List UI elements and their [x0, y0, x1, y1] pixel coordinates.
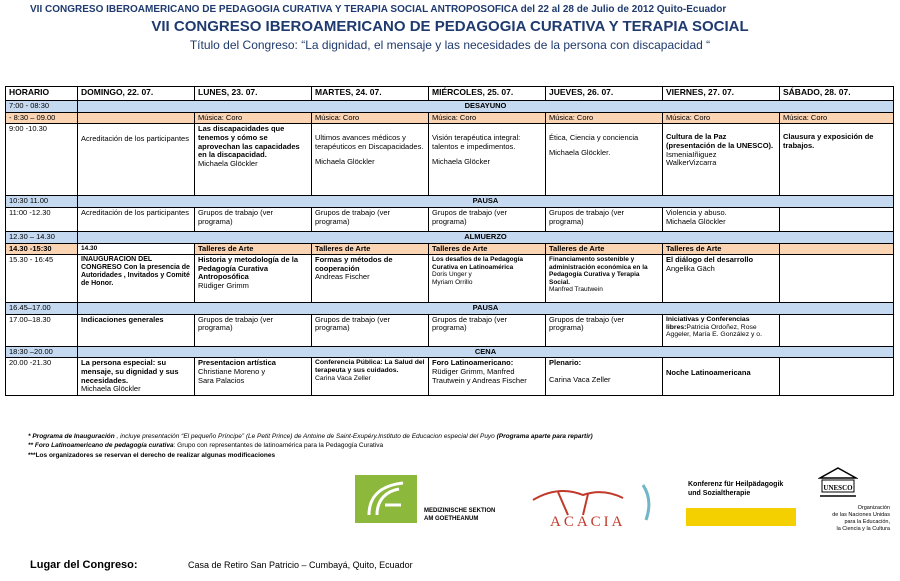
- table-row: [6, 255, 894, 303]
- cell: [195, 124, 312, 196]
- goetheanum-logo-mark: [355, 475, 417, 523]
- cell: Talleres de Arte: [429, 243, 546, 255]
- cell: Talleres de Arte: [546, 243, 663, 255]
- goetheanum-caption: MEDIZINISCHE SEKTION AM GOETHEANUM: [424, 508, 496, 522]
- column-header: LUNES, 23. 07.: [195, 87, 312, 101]
- table-header-row: [6, 87, 894, 101]
- congress-header-line: VII CONGRESO IBEROAMERICANO DE PEDAGOGIA CURATIVA Y TERAPIA SOCIAL ANTROPOSOFICA del 22 al 28 de Julio de 2012 Quito-Ecuador: [30, 4, 727, 15]
- cell: [546, 255, 663, 303]
- session-title: Cultura de la Paz (presentación de la UNESCO).: [666, 132, 774, 150]
- table-row: [6, 314, 894, 346]
- cell: [780, 243, 894, 255]
- column-header: MARTES, 24. 07.: [312, 87, 429, 101]
- session-title: Foro Latinoamericano:: [432, 358, 514, 368]
- speaker: IsmeniaIñiguez: [666, 149, 717, 159]
- cell: [429, 358, 546, 396]
- acacia-text: ACACIA: [550, 514, 626, 530]
- cell: [780, 314, 894, 346]
- column-header: HORARIO: [6, 87, 78, 101]
- table-row: [6, 243, 894, 255]
- cell: Grupos de trabajo (ver programa): [429, 207, 546, 231]
- cell: Indicaciones generales: [78, 314, 195, 346]
- cell: [546, 358, 663, 396]
- cell: [312, 358, 429, 396]
- time-cell: 12.30 – 14.30: [6, 231, 78, 243]
- unesco-temple-icon: [818, 466, 858, 502]
- footnote: ***Los organizadores se reservan el derecho de realizar algunas modificaciones: [28, 451, 276, 459]
- speaker: Doris Unger y: [432, 271, 472, 279]
- break-label: CENA: [78, 346, 894, 358]
- time-cell: 14.30 -15:30: [6, 243, 78, 255]
- speaker: Michaela Glöckler: [198, 158, 258, 168]
- cell: Grupos de trabajo (ver programa): [195, 207, 312, 231]
- speaker: Carina Vaca Zeller: [315, 375, 371, 382]
- time-cell: 7:00 - 08:30: [6, 101, 78, 113]
- cell: Música: Coro: [663, 112, 780, 124]
- session-title: Historia y metodología de la Pedagogía Curativa Antroposófica: [198, 255, 299, 282]
- cell: [78, 358, 195, 396]
- speaker: Manfred Trautwein: [549, 286, 603, 293]
- session-title: Conferencia Pública: La Salud del terapeuta y sus cuidados.: [315, 359, 425, 375]
- session-title: El diálogo del desarrollo: [666, 255, 754, 265]
- cell: [78, 112, 195, 124]
- congress-title: VII CONGRESO IBEROAMERICANO DE PEDAGOGIA CURATIVA Y TERAPIA SOCIAL: [151, 18, 749, 35]
- cell: [195, 255, 312, 303]
- cell: [780, 207, 894, 231]
- cell: [78, 124, 195, 196]
- session-title: Clausura y exposición de trabajos.: [783, 132, 874, 150]
- time-cell: 17.00–18.30: [6, 314, 78, 346]
- cell: [663, 255, 780, 303]
- cell: [663, 358, 780, 396]
- session-title: Los desafíos de la Pedagogía Curativa en Latinoamérica: [432, 256, 524, 271]
- session-title: Presentacion artística: [198, 358, 276, 368]
- time-cell: 15.30 - 16:45: [6, 255, 78, 303]
- table-row: [6, 346, 894, 358]
- cell: [546, 124, 663, 196]
- cell: [663, 207, 780, 231]
- column-header: VIERNES, 27. 07.: [663, 87, 780, 101]
- table-row: [6, 358, 894, 396]
- break-label: PAUSA: [78, 303, 894, 315]
- cell: [780, 255, 894, 303]
- konferenz-logo-bar: [686, 508, 796, 526]
- table-row: [6, 101, 894, 113]
- speaker: Michaela Glöckler: [81, 384, 141, 394]
- table-row: [6, 196, 894, 208]
- time-cell: 10:30 11.00: [6, 196, 78, 208]
- column-header: JUEVES, 26. 07.: [546, 87, 663, 101]
- cell: [195, 358, 312, 396]
- cell: Grupos de trabajo (ver programa): [312, 314, 429, 346]
- acacia-logo: [528, 480, 668, 530]
- table-row: [6, 112, 894, 124]
- speaker: Christiane Moreno y: [198, 367, 266, 376]
- cell: 14.30: [78, 243, 195, 255]
- cell: Grupos de trabajo (ver programa): [312, 207, 429, 231]
- column-header: MIÉRCOLES, 25. 07.: [429, 87, 546, 101]
- column-header: DOMINGO, 22. 07.: [78, 87, 195, 101]
- speaker: Patricia Ordoñez, Rose Aggeler, María E. González y o.: [666, 323, 762, 339]
- table-row: [6, 231, 894, 243]
- table-row: [6, 207, 894, 231]
- speaker: Rüdiger Grimm: [198, 281, 249, 290]
- goetheanum-logo: [355, 475, 417, 528]
- time-cell: 11:00 -12.30: [6, 207, 78, 231]
- time-cell: - 8:30 – 09.00: [6, 112, 78, 124]
- speaker: Michaela Glöckler.: [549, 147, 611, 157]
- cell: Grupos de trabajo (ver programa): [429, 314, 546, 346]
- break-label: DESAYUNO: [78, 101, 894, 113]
- speaker: Michaela Glöckler: [666, 216, 726, 226]
- cell: [663, 124, 780, 196]
- cell: [429, 124, 546, 196]
- time-cell: 20.00 -21.30: [6, 358, 78, 396]
- footnote: ** Foro Latinoamericano de pedagogía curativa: Grupo con representantes de latinoamérica para la Pedagogía Curativa: [28, 442, 384, 450]
- session-title: Las discapacidades que tenemos y cómo se aprovechan las capacidades en la discapacidad.: [198, 124, 300, 160]
- session-title: Ultimos avances médicos y terapéuticos en Discapacidades.: [315, 133, 424, 151]
- speaker: Michaela Glöcker: [432, 156, 490, 166]
- cell: Música: Coro: [312, 112, 429, 124]
- time-cell: 18:30 –20.00: [6, 346, 78, 358]
- speaker: Sara Palacios: [198, 375, 245, 385]
- table-row: [6, 124, 894, 196]
- session-title: Formas y métodos de cooperación: [315, 255, 393, 273]
- cell: [429, 255, 546, 303]
- time-cell: 16.45–17.00: [6, 303, 78, 315]
- speaker: Andreas Fischer: [315, 272, 370, 282]
- session-title: Visión terapéutica integral: talentos e impedimentos.: [432, 133, 521, 151]
- speaker: WalkerVizcarra: [666, 158, 717, 168]
- cell: Música: Coro: [780, 112, 894, 124]
- footnote: * Programa de Inauguración , incluye presentación “El pequeño Príncipe” (Le Petit Prince) de Antoine de Saint-Exupéry.Instituto de Educacion especial del Puyo (Programa aparte para repartir): [28, 433, 593, 440]
- time-cell: 9:00 -10.30: [6, 124, 78, 196]
- break-label: PAUSA: [78, 196, 894, 208]
- cell: Talleres de Arte: [312, 243, 429, 255]
- speaker: Carina Vaca Zeller: [549, 375, 611, 384]
- speaker: Angelika Gäch: [666, 263, 715, 273]
- cell: Música: Coro: [195, 112, 312, 124]
- break-label: ALMUERZO: [78, 231, 894, 243]
- speaker: Myriam Orrillo: [432, 278, 473, 286]
- congress-subtitle: Título del Congreso: “La dignidad, el mensaje y las necesidades de la persona con discapacidad “: [189, 38, 711, 52]
- cell: Grupos de trabajo (ver programa): [546, 207, 663, 231]
- unesco-text: UNESCO: [823, 484, 853, 492]
- schedule-table: [5, 86, 894, 396]
- venue-label: Lugar del Congreso:: [30, 559, 138, 571]
- speaker: Michaela Glöckler: [315, 156, 375, 166]
- unesco-caption: Organización de las Naciones Unidas para la Educación, la Ciencia y la Cultura: [832, 505, 890, 533]
- session-title: Financiamento sostenible y administración económica en la Pedagogía Curativa y Terapia Social.: [549, 256, 648, 286]
- footnotes: [28, 432, 593, 460]
- cell: [312, 124, 429, 196]
- column-header: SÁBADO, 28. 07.: [780, 87, 894, 101]
- cell: Grupos de trabajo (ver programa): [195, 314, 312, 346]
- cell: [780, 124, 894, 196]
- cell: Música: Coro: [429, 112, 546, 124]
- session-title: Iniciativas y Conferencias libres:: [666, 315, 750, 331]
- cell: INAUGURACION DEL CONGRESO Con la presencia de Autoridades , Invitados y Comité de Honor.: [78, 255, 195, 303]
- cell: Música: Coro: [546, 112, 663, 124]
- cell: Talleres de Arte: [195, 243, 312, 255]
- cell: Grupos de trabajo (ver programa): [546, 314, 663, 346]
- table-row: [6, 303, 894, 315]
- cell: [780, 358, 894, 396]
- session-title: Acreditación de los participantes: [81, 134, 189, 144]
- session-title: Violencia y abuso.: [666, 207, 727, 217]
- konferenz-caption: Konferenz für Heilpädagogik und Sozialtherapie: [688, 481, 784, 498]
- cell: Talleres de Arte: [663, 243, 780, 255]
- speaker: Rüdiger Grimm, Manfred Trautwein y Andreas Fischer: [432, 367, 527, 385]
- session-title: La persona especial: su mensaje, su dignidad y sus necesidades.: [81, 358, 179, 385]
- cell: [312, 255, 429, 303]
- session-title: Noche Latinoamericana: [666, 368, 751, 378]
- session-title: Ética, Ciencia y conciencia: [549, 133, 639, 143]
- venue-value: Casa de Retiro San Patricio – Cumbayá, Quito, Ecuador: [188, 560, 413, 570]
- cell: [663, 314, 780, 346]
- session-title: Plenario:: [549, 358, 582, 368]
- cell: Acreditación de los participantes: [78, 207, 195, 231]
